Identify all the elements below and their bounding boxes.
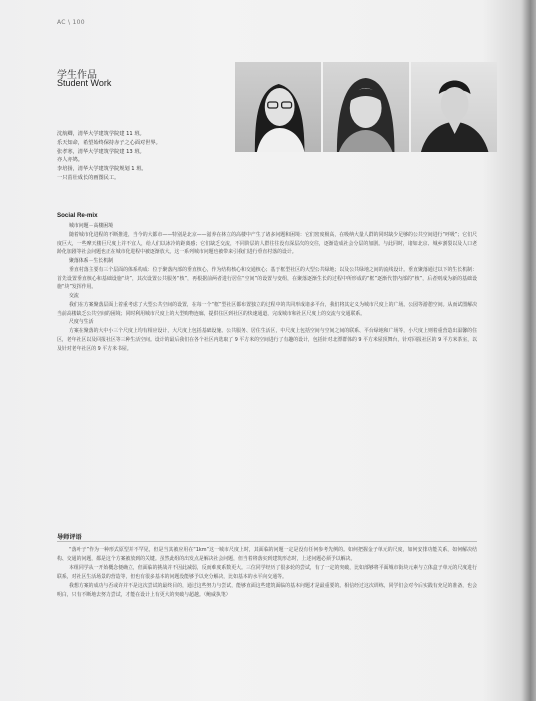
- author-line: 乐天知命，希望始终保持赤子之心面对世界。: [57, 139, 161, 146]
- student-photos: [235, 62, 497, 152]
- subheading: 聚落体系－生长机制: [69, 258, 114, 264]
- project-description: [57, 222, 477, 353]
- paragraph: “落叶子”作为一种形式原型并不罕见，但是当其被应用在“1km”这一城市尺度上时，其面临的问题一定是没有任何参考先例的。如何把握金子单元的尺度，如何安排功能关系，如何解决结构、交通的问题，都是这个方案被放到的关键。虽然此组的出发点是解决社会问题，但当着将落实到建筑形态时，上述问题必须予以解决。: [57, 547, 477, 562]
- paragraph: 垂直村落主要有三个层面的体系构成：位于聚落内部的垂直核心，作为结构核心和交通核心；基于框型社区的大型公共绿地；以及公共绿地之间的流线设计。垂直聚落通过以下的生长机制：首先设置垂直核心和基础设施“块”，其次设置公共服务“核”，再根据前两者进行居住“空间”的设置与变组，在聚落逐渐生长的过程中所形成的“框”逐渐代替内部的“核”，后者则成为新的基础设施“块”发挥作用。: [57, 266, 477, 291]
- paragraph: 方案在聚落的大中小三个尺度上均有相应设计，大尺度上包括基础设施、公共服务、居住生活区，中尺度上包括空间与空间之间的联系、平台绿地和广场等，小尺度上则着重营造出温馨的住区，老年社区以及回报社区等三种生活空间。设计的最后我们在各个社区内选取了 9 平方米的空间进行了有趣的设计，包括针对北漂群体的 9 平方米屋顶舞台，针对回报社区的 9 平方米茶室，以及针对老年社区的 9 平方米书屋。: [57, 328, 477, 352]
- subheading: 尺度与生活: [69, 319, 94, 326]
- page-header: AC \ 100: [57, 19, 85, 26]
- tutor-comment: [57, 546, 477, 599]
- student-photo-2: [323, 62, 408, 152]
- author-line: 亦人亦鸠。: [57, 157, 83, 164]
- subheading: 交流: [69, 293, 79, 299]
- paragraph: 我们在方案聚落层面上着重考虑了大型公共空间的设置，在每一个“框”型社区都布置独立的过程中的共同形成诸多平台，我们将其定义为城市尺度上的广场。公园等游憩空间。从而试图解决当前高楼缺乏公共空间的困境；同时利用城市尺度上的大型购物连廊，提供住区到社区的快速通道，完成城市和社区尺度上的交流与交通联系。: [57, 301, 477, 317]
- author-line: 一只茁壮成长的画图民工。: [57, 174, 120, 181]
- author-line: 沈航卿，清华大学建筑学院建 11 班。: [57, 131, 145, 137]
- subheading: 城市问题－高楼困境: [69, 223, 114, 229]
- student-photo-1: [235, 62, 321, 152]
- author-line: 李培扬，清华大学建筑学院规划 1 班。: [57, 166, 147, 173]
- author-line: 张孝寒，清华大学建筑学院建 13 班。: [57, 148, 145, 155]
- author-bios: [57, 130, 227, 183]
- paragraph: 随着城市化进程的不断推进，当今的大都市——特别是北京——滋养在林立的高楼中产生了诸多问题和困境：它们密度极高，在吸纳大量人群的同时缺少足够的公共空间进行“呼吸”；它们尺度巨大，一些摩天楼巨尺度上并不宜人，给人们以冰冷的距离感；它们缺乏交流，不同阶层的人群往往没有深层次的交往，逐渐造成社会分层的加剧。与此同时，诸如北京、城乡割裂以及人口老龄化加剧等社会问题也正在城市化进程中被逐渐放大。这一系列城市问题也被带来引我们进行垂直村落的设计。: [57, 231, 477, 256]
- book-spine-shadow: [522, 0, 536, 701]
- section-title-en: Student Work: [57, 78, 112, 88]
- paragraph: 我想方案的成功与否或许并不是这次尝试的最终目的，通过这些努力与尝试，能够直面这些建筑面临的基本问题才是最重要的。相信经过这次训练，同学们会对今后实践有充足的准备，也会明白，只有不断地去努力尝试，才能在设计上有更大的突破与超越。（鲍威执笔）: [57, 582, 477, 598]
- tutor-comment-title: 导师评语: [57, 534, 82, 541]
- section-title-cn: 学生作品: [57, 70, 97, 81]
- paragraph: 本组同学从一开始概念便确立，但面临的挑战并不因此减弱，反而难度系数更大。三位同学经历了很多轮的尝试，有了一定的突破，比如部够将平面城市街块元素与立体盒子单元的尺度进行联系，对社区生活场景的营造等，但也有很多基本的问题没能够予以充分解决，比如基本的水平向交通等。: [57, 564, 477, 580]
- divider: [57, 541, 477, 542]
- project-title: Social Re-mix: [57, 212, 98, 219]
- student-photo-3: [411, 62, 497, 152]
